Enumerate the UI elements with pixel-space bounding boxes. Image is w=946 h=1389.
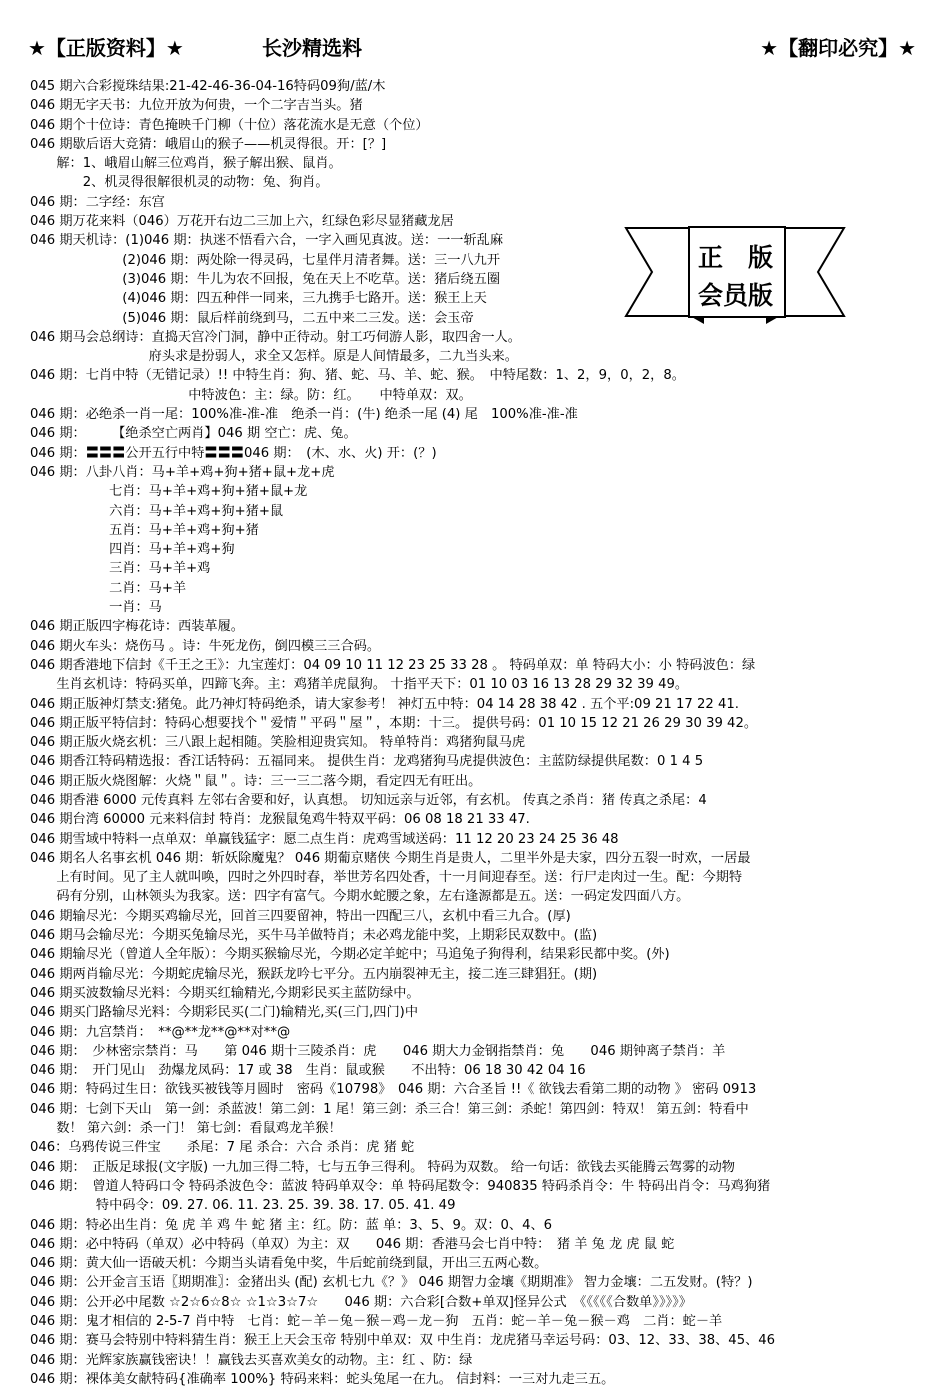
text-line: 一肖：马: [30, 600, 162, 616]
text-line: 解：1、峨眉山解三位鸡肖，猴子解出猴、鼠肖。: [30, 156, 342, 172]
text-line: 046 期： 正版足球报(文字版) 一九加三得二特，七与五争三得利。 特码为双数。 给一句话：欲钱去买能腾云驾雾的动物: [30, 1159, 735, 1175]
text-line: 六肖：马+羊+鸡+狗+猪+鼠: [30, 503, 284, 519]
text-line: 三肖：马+羊+鸡: [30, 561, 211, 577]
text-line: 046 期正版四字梅花诗：西装革履。: [30, 619, 244, 635]
text-line: 046 期： 少林密宗禁肖：马 第 046 期十三陵杀肖：虎 046 期大力金钢指禁肖：兔 046 期钟离子禁肖：羊: [30, 1043, 726, 1059]
text-line: 府头求是扮弱人，求全又怎样。原是人间情最多，二九当头来。: [30, 349, 518, 365]
text-line: (4)046 期：四五种伴一同来，三九携手七路开。送：猴王上天: [30, 291, 487, 307]
text-line: 五肖：马+羊+鸡+狗+猪: [30, 522, 259, 538]
page-header: [0, 0, 946, 62]
text-line: (2)046 期：两处除一得灵码，七星伴月清者舞。送：三一八九开: [30, 252, 501, 268]
text-line: 七肖：马+羊+鸡+狗+猪+鼠+龙: [30, 484, 308, 500]
text-line: 046 期：光辉家族赢钱密诀！！赢钱去买喜欢美女的动物。主：红 、防：绿: [30, 1352, 473, 1368]
text-line: 046 期：八卦八肖：马+羊+鸡+狗+猪+鼠+龙+虎: [30, 464, 335, 480]
text-line: 046 期： 曾道人特码口令 特码杀波色令：蓝波 特码单双令：单 特码尾数令：940835 特码杀肖令：牛 特码出肖令：马鸡狗猪: [30, 1178, 771, 1194]
badge-box: [688, 226, 786, 318]
text-line: 046 期马会输尽光：今期买兔输尽光，买牛马羊做特肖；未必鸡龙能中奖，上期彩民双数中。(监): [30, 928, 598, 944]
text-line: 046：乌鸦传说三件宝 杀尾：7 尾 杀合：六合 杀肖：虎 猪 蛇: [30, 1140, 415, 1156]
text-line: 045 期六合彩搅珠结果:21-42-46-36-04-16特码09狗/蓝/木: [30, 79, 386, 94]
text-line: 046 期： 开门见山 劲爆龙凤码：17 或 38 生肖：鼠或猴 不出特：06 18 30 42 04 16: [30, 1063, 586, 1079]
text-line: 046 期歇后语大竞猜：峨眉山的猴子——机灵得很。开：[？]: [30, 136, 387, 152]
text-line: 046 期：必中特码（单双）必中特码（单双）为主：双 046 期：香港马会七肖中特： 猪 羊 兔 龙 虎 鼠 蛇: [30, 1236, 675, 1252]
text-line: (5)046 期：鼠后样前绕到马，二五中来二三发。送：会玉帝: [30, 310, 474, 326]
badge-char-5: 版: [748, 281, 774, 310]
vip-edition-badge: [624, 216, 846, 326]
text-line: 046 期输尽光（曾道人全年版）：今期买猴输尽光，今期必定羊蛇中；马追兔子狗得利，结果彩民都中奖。(外): [30, 947, 670, 963]
text-line: 特中码令：09. 27. 06. 11. 23. 25. 39. 38. 17. 05. 41. 49: [30, 1198, 456, 1214]
text-line: 046 期香港地下信封《千王之王》：九宝莲灯：04 09 10 11 12 23 25 33 28 。 特码单双：单 特码大小：小 特码波色：绿: [30, 657, 756, 673]
text-line: 046 期：黄大仙一语破天机：今期当头请看兔中奖，牛后蛇前绕到鼠，开出三五两心数。: [30, 1256, 548, 1272]
text-line: 046 期：七肖中特（无错记录）!! 中特生肖：狗、猪、蛇、马、羊、蛇、猴。 中特尾数：1、2，9，0，2，8。: [30, 368, 685, 384]
text-line: 046 期：裸体美女献特码{准确率 100%} 特码来料：蛇头兔尾一在九。 信封料：一三对九走三五。: [30, 1371, 615, 1387]
text-line: 046 期台湾 60000 元来料信封 特肖：龙猴鼠兔鸡牛特双平码：06 08 18 21 33 47.: [30, 812, 530, 828]
text-line: 046 期雪域中特料一点单双：单赢钱猛字：愿二点生肖：虎鸡雪域送码：11 12 20 23 24 25 36 48: [30, 831, 619, 847]
text-line: 046 期正版平特信封：特码心想要找个＂爱情＂平码＂屋＂，本期：十三。 提供号码：01 10 15 12 21 26 29 30 39 42。: [30, 715, 758, 731]
text-line: 046 期两肖输尽光：今期蛇虎输尽光，猴跃龙吟七平分。五内崩裂神无主，接二连三肆猖狂。(期): [30, 966, 598, 982]
text-line: 046 期输尽光：今期买鸡输尽光，回首三四要留神，特出一四配三八，玄机中看三九合。(厚): [30, 908, 571, 924]
text-line: 生肖玄机诗：特码买单，四蹄飞奔。主：鸡猪羊虎鼠狗。 十指平天下：01 10 03 16 13 28 29 32 39 49。: [30, 677, 689, 693]
text-line: 046 期：鬼才相信的 2-5-7 肖中特 七肖：蛇－羊－兔－猴－鸡－龙－狗 五肖：蛇－羊－兔－猴－鸡 二肖：蛇－羊: [30, 1314, 723, 1329]
text-line: 046 期火车头：烧伤马 。诗：牛死龙伤，倒四模三三合码。: [30, 638, 381, 654]
text-line: 046 期： 【绝杀空亡两肖】046 期 空亡：虎、兔。: [30, 426, 357, 442]
text-line: 码有分别，山林领头为我家。送：四字有富气。今期水蛇腰之象，左右逢源都是五。送：一码定发四面八方。: [30, 889, 690, 905]
text-line: 046 期马会总纲诗：直捣天宫冷门洞，静中正待动。射工巧伺游人影，取四舍一人。: [30, 329, 521, 345]
text-line: 046 期：赛马会特别中特料猜生肖：猴王上天会玉帝 特别中单双：双 中生肖：龙虎猪马幸运号码：03、12、33、38、45、46: [30, 1333, 776, 1349]
text-line: 046 期买门路输尽光料：今期彩民买(二门)输精光,买(三门,四门)中: [30, 1005, 419, 1021]
header-right-label: ★【翻印必究】★: [760, 36, 916, 60]
badge-char-4: 员: [723, 281, 749, 310]
text-line: 046 期无字天书：九位开放为何贵，一个二字吉当头。猪: [30, 98, 363, 114]
badge-char-3: 会: [698, 281, 724, 310]
text-line: 046 期：特码过生日：欲钱买被钱等月圆时 密码《10798》 046 期：六合圣旨 !!《 欲钱去看第二期的动物 》 密码 0913: [30, 1082, 757, 1098]
text-line: 二肖：马+羊: [30, 580, 187, 596]
text-line: 数！ 第六剑：杀一门！ 第七剑：看鼠鸡龙羊猴！: [30, 1121, 342, 1137]
text-line: 046 期天机诗：(1)046 期：执迷不悟看六合，一字入画见真波。送：一一斩乱麻: [30, 233, 504, 249]
text-line: 上有时间。见了主人就叫唤，四时之外四时春，举世芳名四处香，十一月间迎春至。送：行尸走肉过一生。配：今期特: [30, 870, 743, 886]
text-line: (3)046 期：牛儿为农不回报，兔在天上不吃草。送：猪后绕五圈: [30, 271, 501, 287]
header-title: 长沙精选料: [262, 36, 362, 60]
text-line: 046 期：公开金言玉语〖期期准〗：金猪出头 (配) 玄机七九《？》 046 期智力金壤《期期准》 智力金壤：二五发财。(特？): [30, 1275, 753, 1291]
text-line: 046 期名人名事玄机 046 期：斩妖除魔鬼？ 046 期葡京赌侠 今期生肖是贵人，二里半外是夫家，四分五裂一时欢，一居最: [30, 850, 751, 866]
text-line: 046 期万花来料（046）万花开右边二三加上六，红绿色彩尽显猪藏龙居: [30, 214, 454, 230]
text-line: 046 期个十位诗：青色掩映千门柳（十位）落花流水是无意（个位）: [30, 117, 429, 133]
header-left-label: ★【正版资料】★: [28, 36, 184, 60]
text-line: 046 期买波数输尽光料：今期买红输精光,今期彩民买主蓝防绿中。: [30, 985, 420, 1001]
text-line: 046 期：特必出生肖：兔 虎 羊 鸡 牛 蛇 猪 主：红。防：蓝 单：3、5、9。双：0、4、6: [30, 1217, 553, 1233]
text-line: 046 期：必绝杀一肖一尾：100%准-准-准 绝杀一肖：(牛) 绝杀一尾 (4) 尾 100%准-准-准: [30, 407, 578, 423]
text-line: 046 期：九宫禁肖： **@**龙**@**对**@: [30, 1024, 291, 1040]
text-line: 四肖：马+羊+鸡+狗: [30, 542, 235, 558]
text-line: 046 期：二字经：东宫: [30, 194, 165, 210]
text-line: 046 期：〓〓〓公开五行中特〓〓〓046 期： (木、水、火) 开：(？): [30, 445, 437, 461]
badge-char-2: 版: [748, 243, 774, 272]
text-line: 046 期香江特码精选报：香江话特码：五福同来。 提供生肖：龙鸡猪狗马虎提供波色：主蓝防绿提供尾数：0 1 4 5: [30, 754, 704, 770]
text-line: 046 期正版火烧玄机：三八跟上起相随。笑脸相迎贵宾知。 特单特肖：鸡猪狗鼠马虎: [30, 735, 526, 751]
badge-char-1: 正: [698, 243, 724, 272]
text-line: 046 期正版火烧图解：火烧＂鼠＂。诗：三一三二落今期，看定四无有旺出。: [30, 773, 482, 789]
text-line: 2、机灵得很解很机灵的动物：兔、狗肖。: [30, 175, 329, 191]
text-line: 中特波色：主：绿。防：红。 中特单双：双。: [30, 387, 472, 403]
text-line: 046 期：七剑下天山 第一剑：杀蓝波！第二剑：1 尾！第三剑：杀三合！第三剑：杀蛇！第四剑：特双！ 第五剑：特看中: [30, 1101, 749, 1117]
text-line: 046 期：公开必中尾数 ☆2☆6☆8☆ ☆1☆3☆7☆ 046 期：六合彩[合数+单双]怪异公式 《《《《《合数单》》》》》: [30, 1294, 692, 1310]
text-line: 046 期正版神灯禁支:猪兔。此乃神灯特码绝杀，请大家参考！ 神灯五中特：04 14 28 38 42 . 五个平:09 21 17 22 41.: [30, 696, 739, 712]
text-line: 046 期香港 6000 元传真料 左邻右舍要和好，认真想。 切知远亲与近邻，有玄机。 传真之杀肖：猪 传真之杀尾：4: [30, 792, 707, 808]
